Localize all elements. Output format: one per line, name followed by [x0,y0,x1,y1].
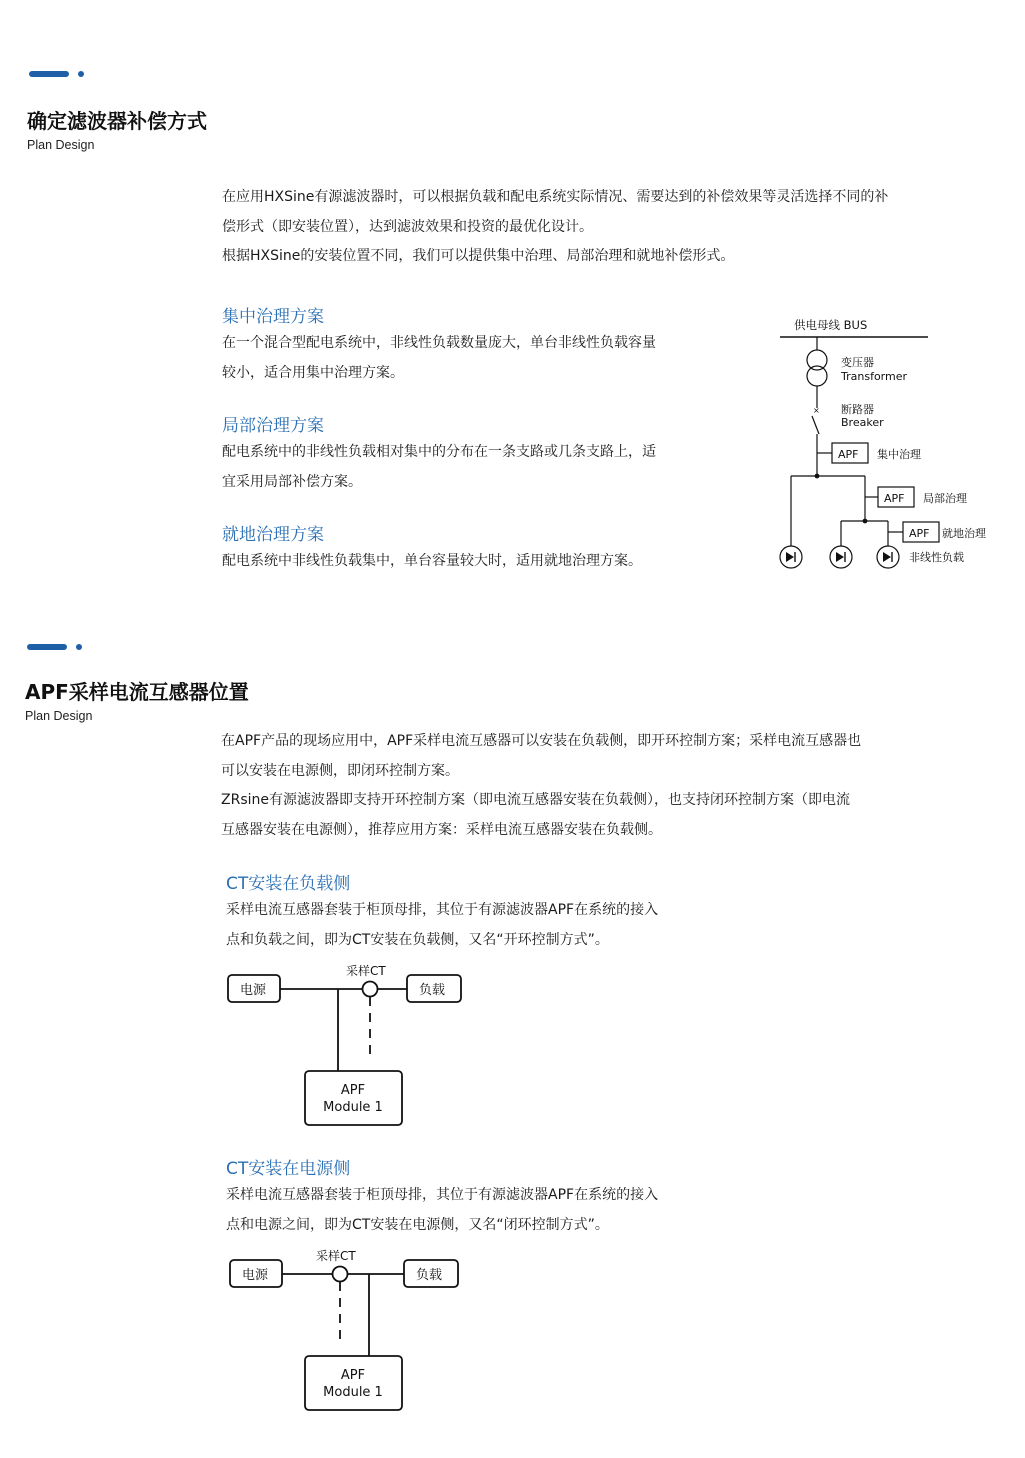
case-line: 采样电流互感器套装于柜顶母排，其位于有源滤波器APF在系统的接入 [226,902,659,918]
module-line2: Module 1 [323,1385,383,1400]
ct-label: 采样CT [346,964,386,978]
scheme-heading-local: 局部治理方案 [222,416,324,436]
ct-source-side-diagram [220,1243,480,1418]
transformer-icon [807,366,827,386]
central-label: 集中治理 [877,448,921,461]
intro-line: 在应用HXSine有源滤波器时，可以根据负载和配电系统实际情况、需要达到的补偿效果等灵活选择不同的补 [222,189,889,205]
breaker-en: Breaker [841,416,884,429]
case-line: 采样电流互感器套装于柜顶母排，其位于有源滤波器APF在系统的接入 [226,1187,659,1203]
section-title: 确定滤波器补偿方式 [27,109,207,133]
section-intro [221,727,1011,845]
ct-load-side-diagram [220,958,480,1133]
ct-icon [333,1267,348,1282]
case-line: 点和负载之间，即为CT安装在负载侧，又名“开环控制方式”。 [226,931,609,948]
breaker-x-icon: × [813,406,820,415]
intro-line: 根据HXSine的安装位置不同，我们可以提供集中治理、局部治理和就地补偿形式。 [222,248,735,264]
scheme-text-local [222,438,742,497]
breaker-switch-icon [812,416,819,434]
load-label: 负载 [416,1268,443,1283]
intro-line: 偿形式（即安装位置），达到滤波效果和投资的最优化设计。 [222,218,593,235]
intro-line: ZRsine有源滤波器即支持开环控制方案（即电流互感器安装在负载侧），也支持闭环控制方案（即电流 [221,792,850,808]
scheme-heading-central: 集中治理方案 [222,307,324,327]
nonlinear-load-icon [830,546,852,568]
module-line1: APF [340,1083,366,1098]
section-title: APF采样电流互感器位置 [25,680,249,704]
intro-line: 可以安装在电源侧，即闭环控制方案。 [221,762,459,779]
nonlinear-load-icon [780,546,802,568]
transformer-icon [807,350,827,370]
scheme-line: 配电系统中的非线性负载相对集中的分布在一条支路或几条支路上，适 [222,444,656,460]
case-text-load-side [226,896,766,955]
section-subtitle: Plan Design [27,138,95,152]
section-marker-dot [78,71,84,77]
apf-module-box [305,1071,402,1125]
case-heading-source-side: CT安装在电源侧 [226,1159,351,1179]
intro-line: 在APF产品的现场应用中，APF采样电流互感器可以安装在负载侧，即开环控制方案；采样电流互感器也 [221,733,862,749]
scheme-line: 较小，适合用集中治理方案。 [222,364,404,381]
breaker-cn: 断路器 [841,403,874,416]
ct-icon [363,982,378,997]
apf-label: APF [884,492,905,505]
onsite-label: 就地治理 [942,527,986,540]
section-marker-bar [29,71,69,77]
bus-label: 供电母线 BUS [794,318,868,332]
scheme-text-central [222,329,742,388]
source-label: 电源 [240,983,267,998]
module-line2: Module 1 [323,1100,383,1115]
section-marker-dot [76,644,82,650]
ct-label: 采样CT [316,1249,356,1263]
case-text-source-side [226,1181,766,1240]
scheme-line: 在一个混合型配电系统中，非线性负载数量庞大，单台非线性负载容量 [222,335,656,351]
local-label: 局部治理 [923,492,967,505]
case-heading-load-side: CT安装在负载侧 [226,874,351,894]
apf-label: APF [838,448,859,461]
scheme-line: 宜采用局部补偿方案。 [222,473,362,490]
load-label: 非线性负载 [909,551,964,564]
section-marker-bar [27,644,67,650]
scheme-text-onsite [222,547,742,577]
nonlinear-load-icon [877,546,899,568]
section-subtitle: Plan Design [25,709,93,723]
intro-line: 互感器安装在电源侧），推荐应用方案：采样电流互感器安装在负载侧。 [221,821,662,838]
compensation-diagram [770,310,1010,580]
case-line: 点和电源之间，即为CT安装在电源侧，又名“闭环控制方式”。 [226,1216,609,1233]
transformer-en: Transformer [841,370,908,383]
load-label: 负载 [419,983,446,998]
apf-module-box [305,1356,402,1410]
apf-label: APF [909,527,930,540]
scheme-line: 配电系统中非线性负载集中，单台容量较大时，适用就地治理方案。 [222,553,642,569]
section-intro [222,183,1012,272]
module-line1: APF [340,1368,366,1383]
transformer-cn: 变压器 [841,356,874,369]
scheme-heading-onsite: 就地治理方案 [222,525,324,545]
source-label: 电源 [242,1268,269,1283]
